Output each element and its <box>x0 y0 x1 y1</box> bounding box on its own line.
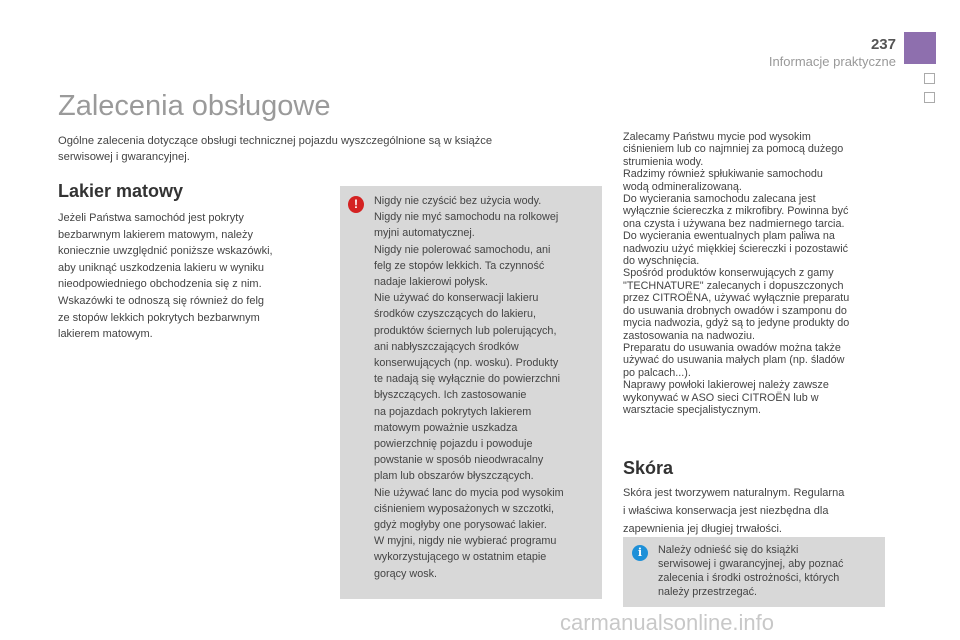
text-line: ani nabłyszczających środków <box>374 340 519 353</box>
text-line: ciśnieniem lub co najmniej za pomocą dużego <box>623 143 844 156</box>
text-line: nieodpowiedniego obchodzenia się z nim. <box>58 278 262 291</box>
chapter-tab-box <box>924 92 935 103</box>
text-line: serwisowej i gwarancyjnej, aby poznać <box>658 558 844 570</box>
text-line: konserwujących (np. wosku). Produkty <box>374 357 559 370</box>
page-title: Zalecenia obsługowe <box>58 90 331 122</box>
text-line: mycia nadwozia, gdyż są to jedyne produkty do <box>623 317 850 330</box>
watermark: carmanualsonline.info <box>560 610 775 635</box>
info-icon: i <box>632 545 648 561</box>
text-line: Wskazówki te odnoszą się również do felg <box>58 294 265 307</box>
text-line: lakierem matowym. <box>58 328 153 341</box>
text-line: strumienia wody. <box>623 155 704 168</box>
text-line: Jeżeli Państwa samochód jest pokryty <box>58 212 244 224</box>
text-line: myjni automatycznej. <box>374 227 475 240</box>
text-line: do usuwania drobnych owadów i szamponu do <box>623 304 847 317</box>
text-line: Do wycierania samochodu zalecana jest <box>623 193 816 206</box>
chapter-tab-box <box>924 73 935 84</box>
text-line: na pojazdach pokrytych lakierem <box>374 405 532 418</box>
text-line: Radzimy również spłukiwanie samochodu <box>623 168 823 181</box>
text-line: wodą odmineralizowaną. <box>623 180 742 193</box>
text-line: gorący wosk. <box>374 567 438 580</box>
info-text <box>658 543 880 599</box>
text-line: zalecenia i środki ostrożności, których <box>658 572 840 584</box>
matte-paint-paragraph <box>58 210 308 343</box>
text-line: powierzchnię pojazdu i powoduje <box>374 438 533 451</box>
page-number: 237 <box>870 36 896 53</box>
warning-icon: ! <box>348 196 364 213</box>
text-line: powstanie w sposób nieodwracalny <box>374 454 544 467</box>
text-line: Preparatu do usuwania owadów można także <box>623 341 841 354</box>
heading-matte-paint: Lakier matowy <box>58 181 184 201</box>
text-line: Do wycierania ewentualnych plam paliwa na <box>623 230 835 243</box>
text-line: gdyż mogłyby one porysować lakier. <box>374 519 547 532</box>
text-line: te nadają się wyłącznie do powierzchni <box>374 373 561 386</box>
text-line: bezbarwnym lakierem matowym, należy <box>58 228 254 241</box>
text-line: serwisowej i gwarancyjnej. <box>58 151 190 163</box>
heading-leather: Skóra <box>623 458 674 478</box>
text-line: zapewnienia jej długiej trwałości. <box>623 523 782 535</box>
text-line: nadaje lakierowi połysk. <box>374 276 489 289</box>
text-line: Skóra jest tworzywem naturalnym. Regularna <box>623 487 845 499</box>
text-line: wykonywać w ASO sieci CITROËN lub w <box>623 391 819 404</box>
leather-paragraph <box>623 484 887 538</box>
text-line: plam lub obszarów błyszczących. <box>374 470 534 483</box>
warning-text <box>374 193 596 582</box>
text-line: felg ze stopów lekkich. Ta czynność <box>374 259 545 272</box>
text-line: wyłącznie ściereczka z mikrofibry. Powinna być <box>623 205 849 218</box>
text-line: koniecznie uwzględnić poniższe wskazówki, <box>58 245 273 258</box>
text-line: Naprawy powłoki lakierowej należy zawsze <box>623 379 829 392</box>
text-line: Ogólne zalecenia dotyczące obsługi technicznej pojazdu wyszczególnione są w książce <box>58 135 493 147</box>
text-line: ona czysta i używana bez nadmiernego tarcia. <box>623 217 845 230</box>
text-line: używać do usuwania małych plam (np. śladów <box>623 354 845 367</box>
text-line: warsztacie specjalistycznym. <box>623 403 761 416</box>
text-line: Spośród produktów konserwujących z gamy <box>623 267 834 280</box>
section-title: Informacje praktyczne <box>768 54 896 69</box>
intro-paragraph <box>58 133 588 165</box>
text-line: aby uniknąć uszkodzenia lakieru w wyniku <box>58 261 265 274</box>
text-line: i właściwa konserwacja jest niezbędna dla <box>623 505 829 517</box>
washing-recommendations <box>623 131 889 416</box>
text-line: należy przestrzegać. <box>658 586 758 598</box>
text-line: ze stopów lekkich pokrytych bezbarwnym <box>58 311 260 324</box>
text-line: zastosowania na nadwoziu. <box>623 329 756 342</box>
text-line: Należy odnieść się do książki <box>658 544 799 556</box>
text-line: ciśnieniem wyposażonych w szczotki, <box>374 502 555 515</box>
chapter-tab-marker <box>904 32 936 64</box>
text-line: Zalecamy Państwu mycie pod wysokim <box>623 131 811 143</box>
text-line: Nigdy nie czyścić bez użycia wody. <box>374 195 542 207</box>
text-line: Nie używać lanc do mycia pod wysokim <box>374 486 564 499</box>
text-line: wykorzystującego w ostatnim etapie <box>374 551 547 564</box>
text-line: Nigdy nie polerować samochodu, ani <box>374 243 551 256</box>
text-line: nadwoziu użyć miękkiej ściereczki i pozostawić <box>623 242 849 255</box>
text-line: po palcach...). <box>623 366 691 379</box>
text-line: produktów ściernych lub polerujących, <box>374 324 557 337</box>
text-line: Nie używać do konserwacji lakieru <box>374 292 539 305</box>
text-line: Nigdy nie myć samochodu na rolkowej <box>374 211 559 224</box>
text-line: do wyschnięcia. <box>623 255 700 268</box>
text-line: matowym poważnie uszkadza <box>374 421 518 434</box>
text-line: błyszczących. Ich zastosowanie <box>374 389 527 402</box>
text-line: przez CITROËNA, używać wyłącznie preparatu <box>623 292 850 305</box>
text-line: "TECHNATURE" zalecanych i dopuszczonych <box>623 279 844 292</box>
text-line: środków czyszczących do lakieru, <box>374 308 537 321</box>
text-line: W myjni, nigdy nie wybierać programu <box>374 535 557 548</box>
